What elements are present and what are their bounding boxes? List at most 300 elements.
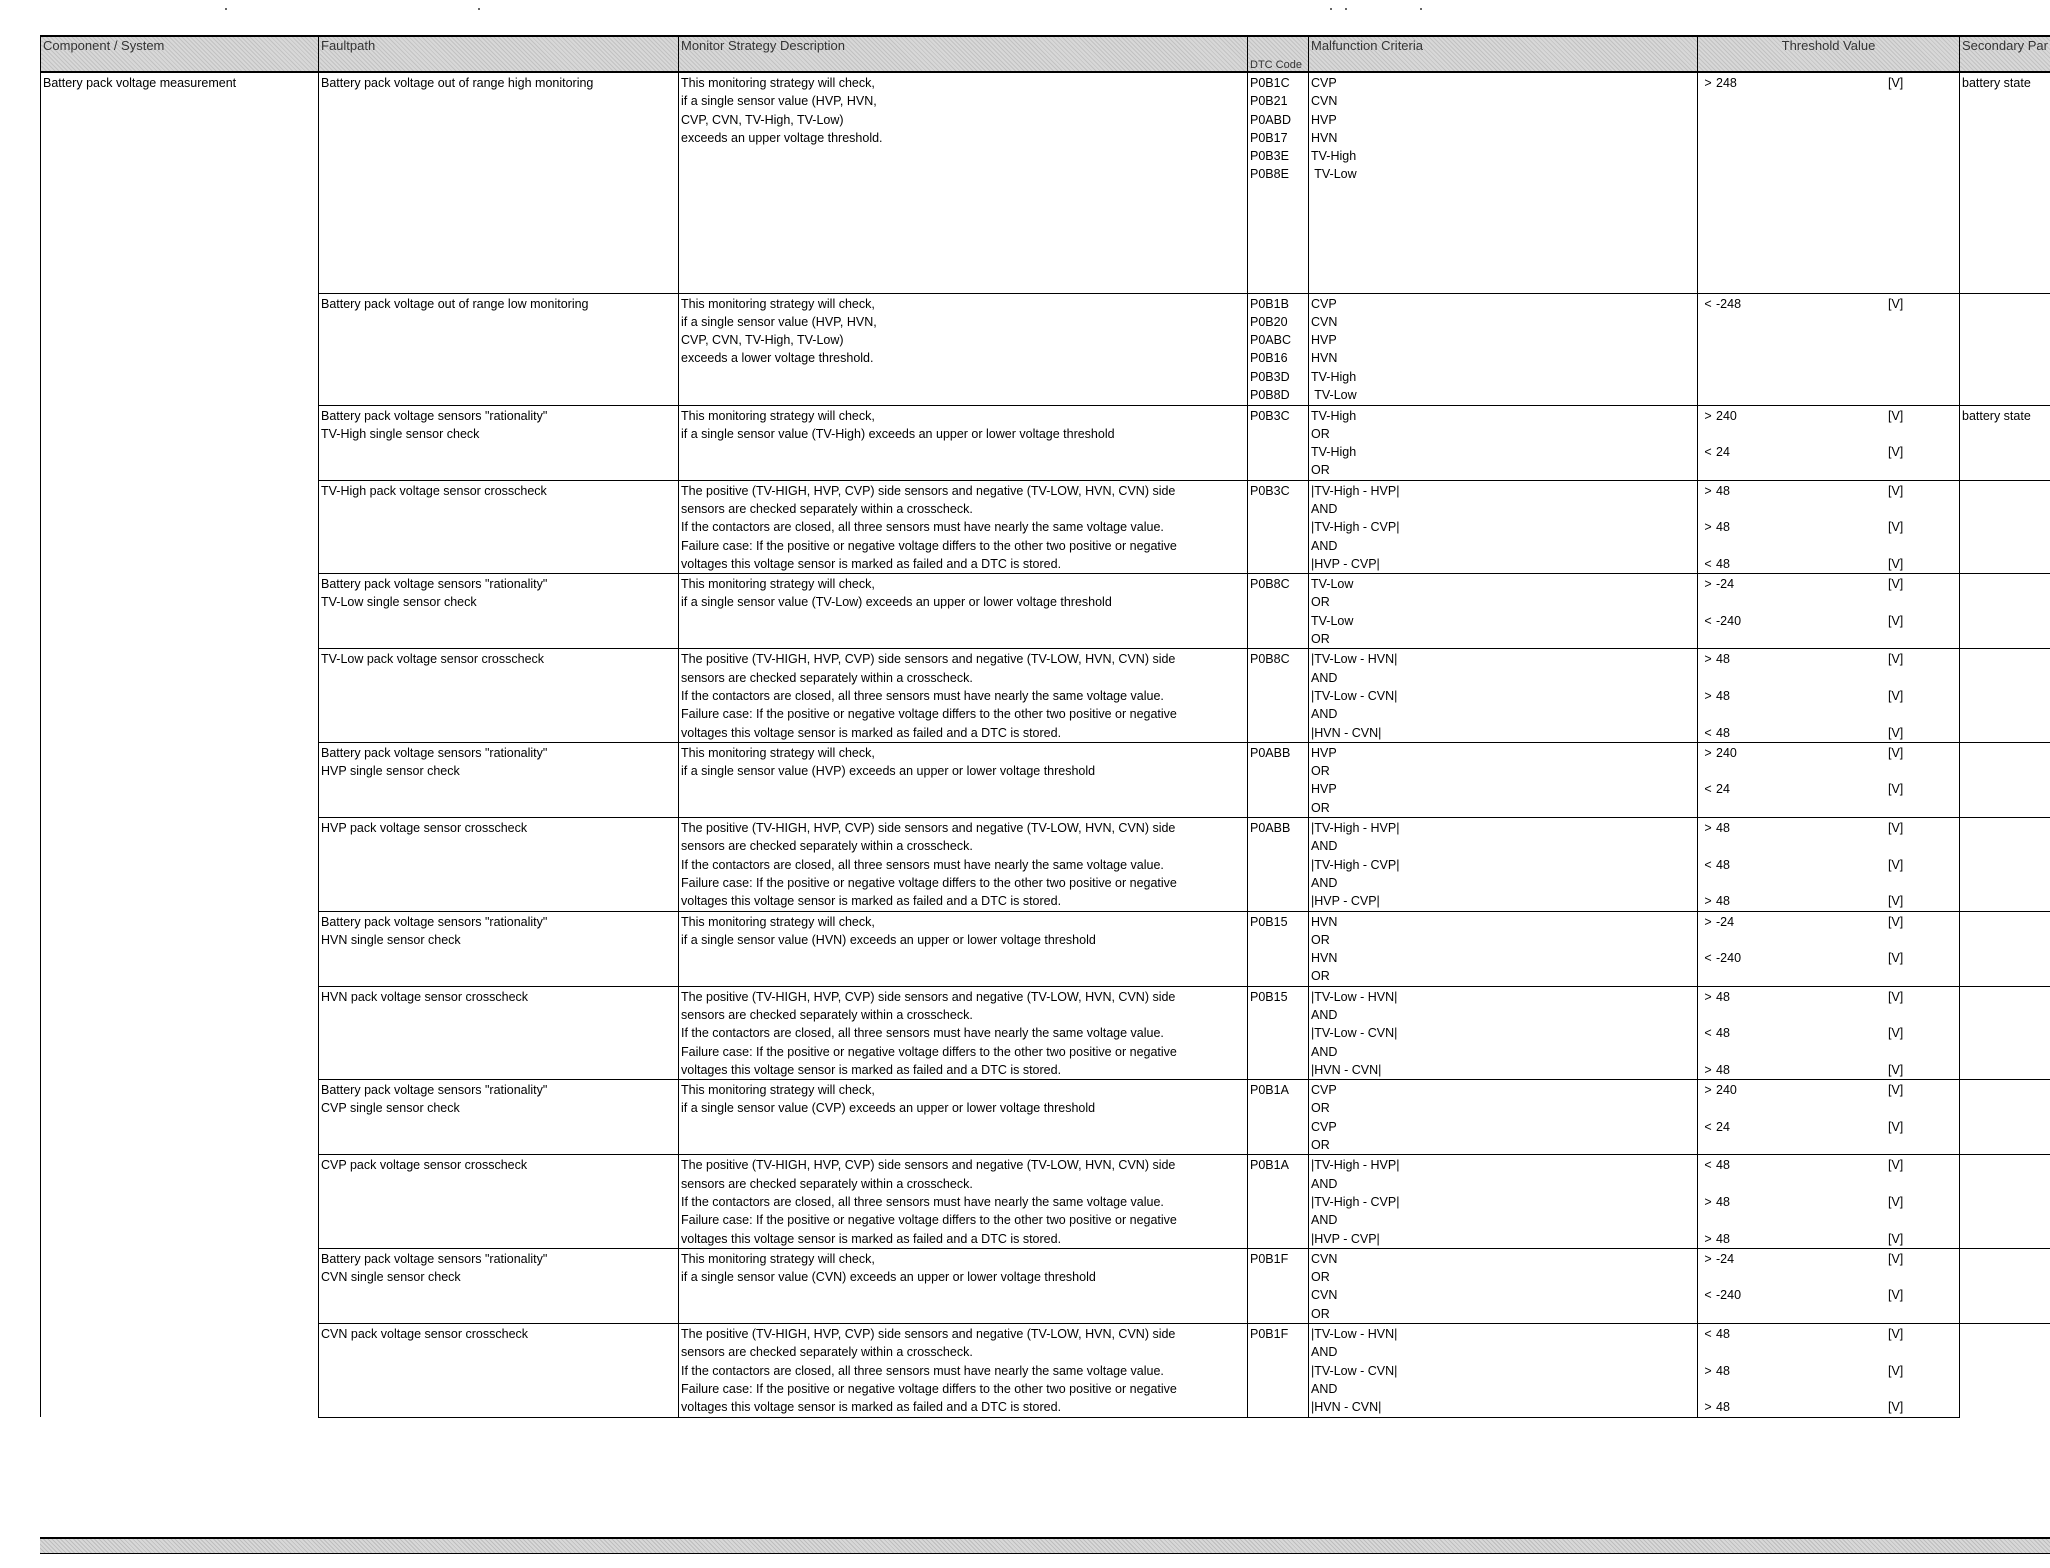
threshold-unit: [V]	[1888, 1288, 1904, 1303]
monitor-description-cell: This monitoring strategy will check, if a single sensor value (HVN) exceeds an upper or lower voltage threshold	[679, 911, 1248, 986]
malfunction-criteria-cell	[1309, 480, 1698, 573]
threshold-unit: [V]	[1888, 1327, 1904, 1342]
threshold-unit: [V]	[1888, 483, 1904, 498]
threshold-value: -240	[1716, 1288, 1742, 1303]
threshold-value: 48	[1716, 1327, 1730, 1342]
dtc-cell	[1248, 480, 1309, 573]
dtc-code: P0B16	[1250, 351, 1288, 366]
dtc-code: P0ABC	[1250, 333, 1291, 348]
criteria-line: |TV-High - CVP|	[1311, 857, 1400, 872]
threshold-operator: <	[1704, 951, 1712, 966]
dtc-code: P0B8E	[1250, 167, 1289, 182]
threshold-blank-line	[1700, 669, 1957, 687]
dtc-cell	[1248, 818, 1309, 911]
component-cell: Battery pack voltage measurement	[41, 72, 319, 1417]
criteria-line: AND	[1311, 1381, 1338, 1396]
criteria-line: OR	[1311, 1101, 1330, 1116]
criteria-line: AND	[1311, 1044, 1338, 1059]
criteria-line: OR	[1311, 800, 1330, 815]
criteria-line: TV-Low	[1311, 613, 1354, 628]
threshold-line	[1700, 555, 1957, 573]
threshold-value: -240	[1716, 613, 1742, 628]
table-row	[41, 742, 2050, 817]
monitor-description-cell: This monitoring strategy will check, if a single sensor value (HVP, HVN, CVP, CVN, TV-High, TV-Low) exceeds an upper voltage threshold.	[679, 72, 1248, 293]
threshold-line	[1700, 650, 1957, 668]
threshold-cell	[1698, 1248, 1960, 1323]
criteria-line: CVP	[1311, 1083, 1337, 1098]
table-row	[41, 1080, 2050, 1155]
criteria-line: |TV-Low - CVN|	[1311, 688, 1398, 703]
threshold-line	[1700, 518, 1957, 536]
threshold-operator: >	[1704, 914, 1712, 929]
criteria-line: CVP	[1311, 1119, 1337, 1134]
threshold-unit: [V]	[1888, 1026, 1904, 1041]
threshold-operator: >	[1704, 577, 1712, 592]
dtc-cell	[1248, 72, 1309, 293]
threshold-operator: >	[1704, 821, 1712, 836]
threshold-blank-line	[1700, 500, 1957, 518]
threshold-line	[1700, 295, 1957, 313]
dtc-cell	[1248, 1248, 1309, 1323]
criteria-line: |TV-Low - CVN|	[1311, 1363, 1398, 1378]
threshold-line	[1700, 482, 1957, 500]
dtc-code: P0B3C	[1250, 408, 1290, 423]
threshold-line	[1700, 1362, 1957, 1380]
threshold-unit: [V]	[1888, 894, 1904, 909]
malfunction-criteria-cell	[1309, 649, 1698, 742]
threshold-unit: [V]	[1888, 408, 1904, 423]
table-row	[41, 574, 2050, 649]
dtc-cell	[1248, 293, 1309, 405]
threshold-value: 48	[1716, 652, 1730, 667]
header-threshold-value: Threshold Value	[1698, 36, 1960, 72]
malfunction-criteria-cell	[1309, 1324, 1698, 1417]
criteria-line: AND	[1311, 1176, 1338, 1191]
criteria-line: AND	[1311, 1345, 1338, 1360]
dtc-code: P0B8C	[1250, 652, 1290, 667]
threshold-blank-line	[1700, 425, 1957, 443]
faultpath-cell: TV-High pack voltage sensor crosscheck	[319, 480, 679, 573]
threshold-blank-line	[1700, 593, 1957, 611]
threshold-value: 48	[1716, 1231, 1730, 1246]
threshold-cell	[1698, 480, 1960, 573]
dtc-code: P0B15	[1250, 914, 1288, 929]
secondary-parameter-cell	[1960, 574, 2050, 649]
threshold-operator: >	[1704, 408, 1712, 423]
dtc-code: P0B20	[1250, 314, 1288, 329]
header-dtc-code: DTC Code	[1248, 36, 1309, 72]
criteria-line: OR	[1311, 463, 1330, 478]
criteria-line: HVP	[1311, 333, 1337, 348]
threshold-line	[1700, 856, 1957, 874]
threshold-line	[1700, 1024, 1957, 1042]
monitor-description-cell: The positive (TV-HIGH, HVP, CVP) side sensors and negative (TV-LOW, HVN, CVN) side sensors are checked separately within a crosscheck. If the contactors are closed, all three sensors must have nearly the same voltage value. Failure case: If the positive or negative voltage differs to the other two positive or negative voltages this voltage sensor is marked as failed and a DTC is stored.	[679, 480, 1248, 573]
threshold-unit: [V]	[1888, 782, 1904, 797]
dtc-cell	[1248, 911, 1309, 986]
criteria-line: |HVN - CVN|	[1311, 1062, 1382, 1077]
criteria-line: AND	[1311, 501, 1338, 516]
secondary-parameter-cell	[1960, 1248, 2050, 1323]
monitor-description-cell: This monitoring strategy will check, if a single sensor value (CVP) exceeds an upper or lower voltage threshold	[679, 1080, 1248, 1155]
faultpath-cell: Battery pack voltage out of range low monitoring	[319, 293, 679, 405]
threshold-unit: [V]	[1888, 613, 1904, 628]
dtc-code: P0B3E	[1250, 149, 1289, 164]
threshold-operator: >	[1704, 1062, 1712, 1077]
threshold-value: 48	[1716, 1062, 1730, 1077]
malfunction-criteria-cell	[1309, 818, 1698, 911]
criteria-line: AND	[1311, 1008, 1338, 1022]
criteria-line: |HVN - CVN|	[1311, 1400, 1382, 1415]
threshold-unit: [V]	[1888, 725, 1904, 740]
criteria-line: |TV-High - CVP|	[1311, 520, 1400, 535]
criteria-line: |TV-Low - HVN|	[1311, 989, 1398, 1004]
threshold-line	[1700, 687, 1957, 705]
secondary-parameter-cell	[1960, 818, 2050, 911]
secondary-parameter-cell: battery state	[1960, 405, 2050, 480]
criteria-line: OR	[1311, 426, 1330, 441]
threshold-value: 48	[1716, 857, 1730, 872]
dtc-code: P0B1F	[1250, 1327, 1289, 1342]
criteria-line: OR	[1311, 764, 1330, 779]
faultpath-cell: Battery pack voltage sensors "rationality" CVP single sensor check	[319, 1080, 679, 1155]
threshold-unit: [V]	[1888, 1119, 1904, 1134]
criteria-line: |TV-High - HVP|	[1311, 1158, 1400, 1173]
criteria-line: TV-High	[1311, 445, 1357, 460]
dtc-code: P0B1B	[1250, 296, 1289, 311]
criteria-line: AND	[1311, 538, 1338, 553]
dtc-code: P0B1C	[1250, 76, 1290, 90]
secondary-parameter-cell	[1960, 649, 2050, 742]
threshold-value: 240	[1716, 745, 1737, 760]
dtc-code: P0B3D	[1250, 369, 1290, 384]
threshold-operator: >	[1704, 894, 1712, 909]
criteria-line: HVN	[1311, 914, 1338, 929]
table-row	[41, 911, 2050, 986]
malfunction-criteria-cell	[1309, 1080, 1698, 1155]
secondary-parameter-cell	[1960, 911, 2050, 986]
threshold-operator: <	[1704, 725, 1712, 740]
malfunction-criteria-cell	[1309, 574, 1698, 649]
threshold-operator: >	[1704, 745, 1712, 760]
threshold-value: -240	[1716, 951, 1742, 966]
threshold-blank-line	[1700, 1343, 1957, 1361]
threshold-blank-line	[1700, 1268, 1957, 1286]
threshold-value: 24	[1716, 782, 1730, 797]
threshold-line	[1700, 1398, 1957, 1416]
threshold-cell	[1698, 405, 1960, 480]
dtc-cell	[1248, 574, 1309, 649]
dtc-cell	[1248, 649, 1309, 742]
criteria-line: AND	[1311, 707, 1338, 722]
dtc-cell	[1248, 1155, 1309, 1248]
table-row	[41, 405, 2050, 480]
threshold-unit: [V]	[1888, 1400, 1904, 1415]
criteria-line: CVN	[1311, 94, 1338, 109]
threshold-value: 240	[1716, 1083, 1737, 1098]
threshold-value: 48	[1716, 725, 1730, 740]
threshold-line	[1700, 1061, 1957, 1079]
threshold-value: 24	[1716, 1119, 1730, 1134]
secondary-parameter-cell	[1960, 293, 2050, 405]
threshold-line	[1700, 988, 1957, 1006]
threshold-cell	[1698, 649, 1960, 742]
dtc-code: P0ABB	[1250, 745, 1291, 760]
threshold-line	[1700, 1286, 1957, 1304]
criteria-line: AND	[1311, 839, 1338, 854]
threshold-cell	[1698, 742, 1960, 817]
monitor-description-cell: The positive (TV-HIGH, HVP, CVP) side sensors and negative (TV-LOW, HVN, CVN) side sensors are checked separately within a crosscheck. If the contactors are closed, all three sensors must have nearly the same voltage value. Failure case: If the positive or negative voltage differs to the other two positive or negative voltages this voltage sensor is marked as failed and a DTC is stored.	[679, 1155, 1248, 1248]
criteria-line: CVP	[1311, 296, 1337, 311]
threshold-blank-line	[1700, 1175, 1957, 1193]
table-row	[41, 1324, 2050, 1417]
threshold-unit: [V]	[1888, 1062, 1904, 1077]
criteria-line: HVP	[1311, 745, 1337, 760]
malfunction-criteria-cell	[1309, 72, 1698, 293]
criteria-line: HVP	[1311, 782, 1337, 797]
threshold-operator: >	[1704, 1400, 1712, 1415]
threshold-value: 48	[1716, 1026, 1730, 1041]
dtc-code: P0B1A	[1250, 1083, 1289, 1098]
faultpath-cell: HVN pack voltage sensor crosscheck	[319, 986, 679, 1079]
criteria-line: TV-High	[1311, 408, 1357, 423]
threshold-value: 48	[1716, 556, 1730, 571]
threshold-line	[1700, 612, 1957, 630]
faultpath-cell: Battery pack voltage sensors "rationality" TV-High single sensor check	[319, 405, 679, 480]
threshold-value: 248	[1716, 76, 1737, 90]
threshold-operator: >	[1704, 1363, 1712, 1378]
threshold-operator: <	[1704, 296, 1712, 311]
threshold-line	[1700, 819, 1957, 837]
threshold-value: 48	[1716, 1194, 1730, 1209]
threshold-value: 48	[1716, 821, 1730, 836]
table-row	[41, 1248, 2050, 1323]
threshold-value: -24	[1716, 1251, 1735, 1266]
obd-monitor-table-sheet	[40, 35, 2050, 1418]
threshold-value: 48	[1716, 483, 1730, 498]
threshold-blank-line	[1700, 1099, 1957, 1117]
threshold-blank-line	[1700, 1043, 1957, 1061]
threshold-cell	[1698, 574, 1960, 649]
monitor-description-cell: This monitoring strategy will check, if a single sensor value (HVP, HVN, CVP, CVN, TV-High, TV-Low) exceeds a lower voltage threshold.	[679, 293, 1248, 405]
secondary-parameter-cell	[1960, 1155, 2050, 1248]
criteria-line: |HVP - CVP|	[1311, 894, 1380, 909]
threshold-unit: [V]	[1888, 688, 1904, 703]
criteria-line: OR	[1311, 1306, 1330, 1321]
threshold-blank-line	[1700, 837, 1957, 855]
table-row	[41, 293, 2050, 405]
dtc-code: P0B15	[1250, 989, 1288, 1004]
threshold-operator: <	[1704, 613, 1712, 628]
table-row	[41, 72, 2050, 293]
secondary-parameter-cell	[1960, 480, 2050, 573]
threshold-operator: >	[1704, 1231, 1712, 1246]
threshold-cell	[1698, 1324, 1960, 1417]
threshold-operator: >	[1704, 483, 1712, 498]
monitor-description-cell: The positive (TV-HIGH, HVP, CVP) side sensors and negative (TV-LOW, HVN, CVN) side sensors are checked separately within a crosscheck. If the contactors are closed, all three sensors must have nearly the same voltage value. Failure case: If the positive or negative voltage differs to the other two positive or negative voltages this voltage sensor is marked as failed and a DTC is stored.	[679, 649, 1248, 742]
faultpath-cell: CVN pack voltage sensor crosscheck	[319, 1324, 679, 1417]
threshold-operator: <	[1704, 782, 1712, 797]
threshold-blank-line	[1700, 1006, 1957, 1024]
faultpath-cell: Battery pack voltage sensors "rationality" CVN single sensor check	[319, 1248, 679, 1323]
criteria-line: CVN	[1311, 1288, 1338, 1303]
malfunction-criteria-cell	[1309, 1248, 1698, 1323]
threshold-value: 48	[1716, 894, 1730, 909]
threshold-cell	[1698, 1155, 1960, 1248]
threshold-line	[1700, 744, 1957, 762]
threshold-operator: >	[1704, 1083, 1712, 1098]
threshold-operator: >	[1704, 989, 1712, 1004]
threshold-unit: [V]	[1888, 577, 1904, 592]
criteria-line: |TV-Low - HVN|	[1311, 652, 1398, 667]
threshold-operator: <	[1704, 1158, 1712, 1173]
threshold-unit: [V]	[1888, 1194, 1904, 1209]
dtc-code: P0B1F	[1250, 1251, 1289, 1266]
threshold-operator: >	[1704, 1251, 1712, 1266]
threshold-value: 48	[1716, 520, 1730, 535]
criteria-line: TV-High	[1311, 149, 1357, 164]
header-faultpath: Faultpath	[319, 36, 679, 72]
threshold-unit: [V]	[1888, 1251, 1904, 1266]
criteria-line: TV-Low	[1311, 167, 1357, 182]
criteria-line: OR	[1311, 932, 1330, 947]
threshold-line	[1700, 443, 1957, 461]
criteria-line: TV-Low	[1311, 387, 1357, 402]
table-row	[41, 1155, 2050, 1248]
secondary-parameter-cell	[1960, 1080, 2050, 1155]
threshold-unit: [V]	[1888, 1158, 1904, 1173]
faultpath-cell: Battery pack voltage out of range high monitoring	[319, 72, 679, 293]
threshold-line	[1700, 780, 1957, 798]
dtc-cell	[1248, 986, 1309, 1079]
criteria-line: AND	[1311, 670, 1338, 685]
criteria-line: |TV-Low - CVN|	[1311, 1026, 1398, 1041]
monitor-description-cell: This monitoring strategy will check, if a single sensor value (TV-High) exceeds an upper or lower voltage threshold	[679, 405, 1248, 480]
criteria-line: CVN	[1311, 314, 1338, 329]
threshold-operator: <	[1704, 1119, 1712, 1134]
threshold-unit: [V]	[1888, 1363, 1904, 1378]
criteria-line: OR	[1311, 1138, 1330, 1153]
table-footer-band	[40, 1537, 2050, 1554]
threshold-unit: [V]	[1888, 520, 1904, 535]
threshold-cell	[1698, 911, 1960, 986]
dtc-code: P0B8C	[1250, 577, 1290, 592]
threshold-line	[1700, 913, 1957, 931]
dtc-cell	[1248, 405, 1309, 480]
dtc-code: P0ABD	[1250, 112, 1291, 127]
dtc-code: P0ABB	[1250, 821, 1291, 836]
table-body	[41, 72, 2050, 1417]
criteria-line: |TV-High - HVP|	[1311, 821, 1400, 836]
threshold-operator: >	[1704, 520, 1712, 535]
threshold-line	[1700, 1156, 1957, 1174]
header-component: Component / System	[41, 36, 319, 72]
threshold-value: 240	[1716, 408, 1737, 423]
threshold-value: -24	[1716, 914, 1735, 929]
threshold-value: 48	[1716, 1400, 1730, 1415]
criteria-line: AND	[1311, 1213, 1338, 1228]
threshold-line	[1700, 892, 1957, 910]
threshold-cell	[1698, 1080, 1960, 1155]
threshold-unit: [V]	[1888, 652, 1904, 667]
threshold-operator: >	[1704, 652, 1712, 667]
malfunction-criteria-cell	[1309, 1155, 1698, 1248]
top-scan-marks	[0, 8, 2050, 14]
criteria-line: |HVP - CVP|	[1311, 1231, 1380, 1246]
faultpath-cell: CVP pack voltage sensor crosscheck	[319, 1155, 679, 1248]
threshold-unit: [V]	[1888, 445, 1904, 460]
malfunction-criteria-cell	[1309, 742, 1698, 817]
dtc-code: P0B8D	[1250, 387, 1290, 402]
threshold-cell	[1698, 72, 1960, 293]
threshold-line	[1700, 1230, 1957, 1248]
threshold-operator: <	[1704, 1026, 1712, 1041]
threshold-operator: <	[1704, 556, 1712, 571]
threshold-value: 48	[1716, 1363, 1730, 1378]
threshold-unit: [V]	[1888, 989, 1904, 1004]
threshold-value: 24	[1716, 445, 1730, 460]
criteria-line: OR	[1311, 632, 1330, 647]
criteria-line: HVN	[1311, 351, 1338, 366]
secondary-parameter-cell	[1960, 986, 2050, 1079]
threshold-blank-line	[1700, 931, 1957, 949]
dtc-code: P0B3C	[1250, 483, 1290, 498]
threshold-blank-line	[1700, 537, 1957, 555]
threshold-operator: <	[1704, 445, 1712, 460]
threshold-operator: <	[1704, 1327, 1712, 1342]
monitor-description-cell: The positive (TV-HIGH, HVP, CVP) side sensors and negative (TV-LOW, HVN, CVN) side sensors are checked separately within a crosscheck. If the contactors are closed, all three sensors must have nearly the same voltage value. Failure case: If the positive or negative voltage differs to the other two positive or negative voltages this voltage sensor is marked as failed and a DTC is stored.	[679, 986, 1248, 1079]
table-row	[41, 480, 2050, 573]
threshold-unit: [V]	[1888, 821, 1904, 836]
threshold-unit: [V]	[1888, 745, 1904, 760]
criteria-line: |HVP - CVP|	[1311, 556, 1380, 571]
dtc-code: P0B17	[1250, 130, 1288, 145]
threshold-value: -24	[1716, 577, 1735, 592]
threshold-line	[1700, 1193, 1957, 1211]
monitor-description-cell: This monitoring strategy will check, if a single sensor value (TV-Low) exceeds an upper or lower voltage threshold	[679, 574, 1248, 649]
monitor-table	[40, 35, 2050, 1418]
threshold-line	[1700, 1250, 1957, 1268]
criteria-line: |TV-High - CVP|	[1311, 1194, 1400, 1209]
threshold-blank-line	[1700, 705, 1957, 723]
threshold-line	[1700, 949, 1957, 967]
threshold-cell	[1698, 818, 1960, 911]
faultpath-cell: TV-Low pack voltage sensor crosscheck	[319, 649, 679, 742]
faultpath-cell: Battery pack voltage sensors "rationality" TV-Low single sensor check	[319, 574, 679, 649]
threshold-value: 48	[1716, 989, 1730, 1004]
criteria-line: |TV-High - HVP|	[1311, 483, 1400, 498]
malfunction-criteria-cell	[1309, 911, 1698, 986]
criteria-line: TV-High	[1311, 369, 1357, 384]
threshold-operator: <	[1704, 857, 1712, 872]
threshold-line	[1700, 74, 1957, 92]
criteria-line: |HVN - CVN|	[1311, 725, 1382, 740]
dtc-code: P0B1A	[1250, 1158, 1289, 1173]
threshold-cell	[1698, 986, 1960, 1079]
faultpath-cell: Battery pack voltage sensors "rationality" HVP single sensor check	[319, 742, 679, 817]
threshold-line	[1700, 407, 1957, 425]
threshold-operator: <	[1704, 1288, 1712, 1303]
threshold-unit: [V]	[1888, 296, 1904, 311]
dtc-cell	[1248, 742, 1309, 817]
threshold-line	[1700, 724, 1957, 742]
threshold-operator: >	[1704, 1194, 1712, 1209]
malfunction-criteria-cell	[1309, 986, 1698, 1079]
criteria-line: CVN	[1311, 1251, 1338, 1266]
threshold-value: 48	[1716, 688, 1730, 703]
threshold-unit: [V]	[1888, 914, 1904, 929]
table-row	[41, 986, 2050, 1079]
monitor-description-cell: This monitoring strategy will check, if a single sensor value (CVN) exceeds an upper or lower voltage threshold	[679, 1248, 1248, 1323]
